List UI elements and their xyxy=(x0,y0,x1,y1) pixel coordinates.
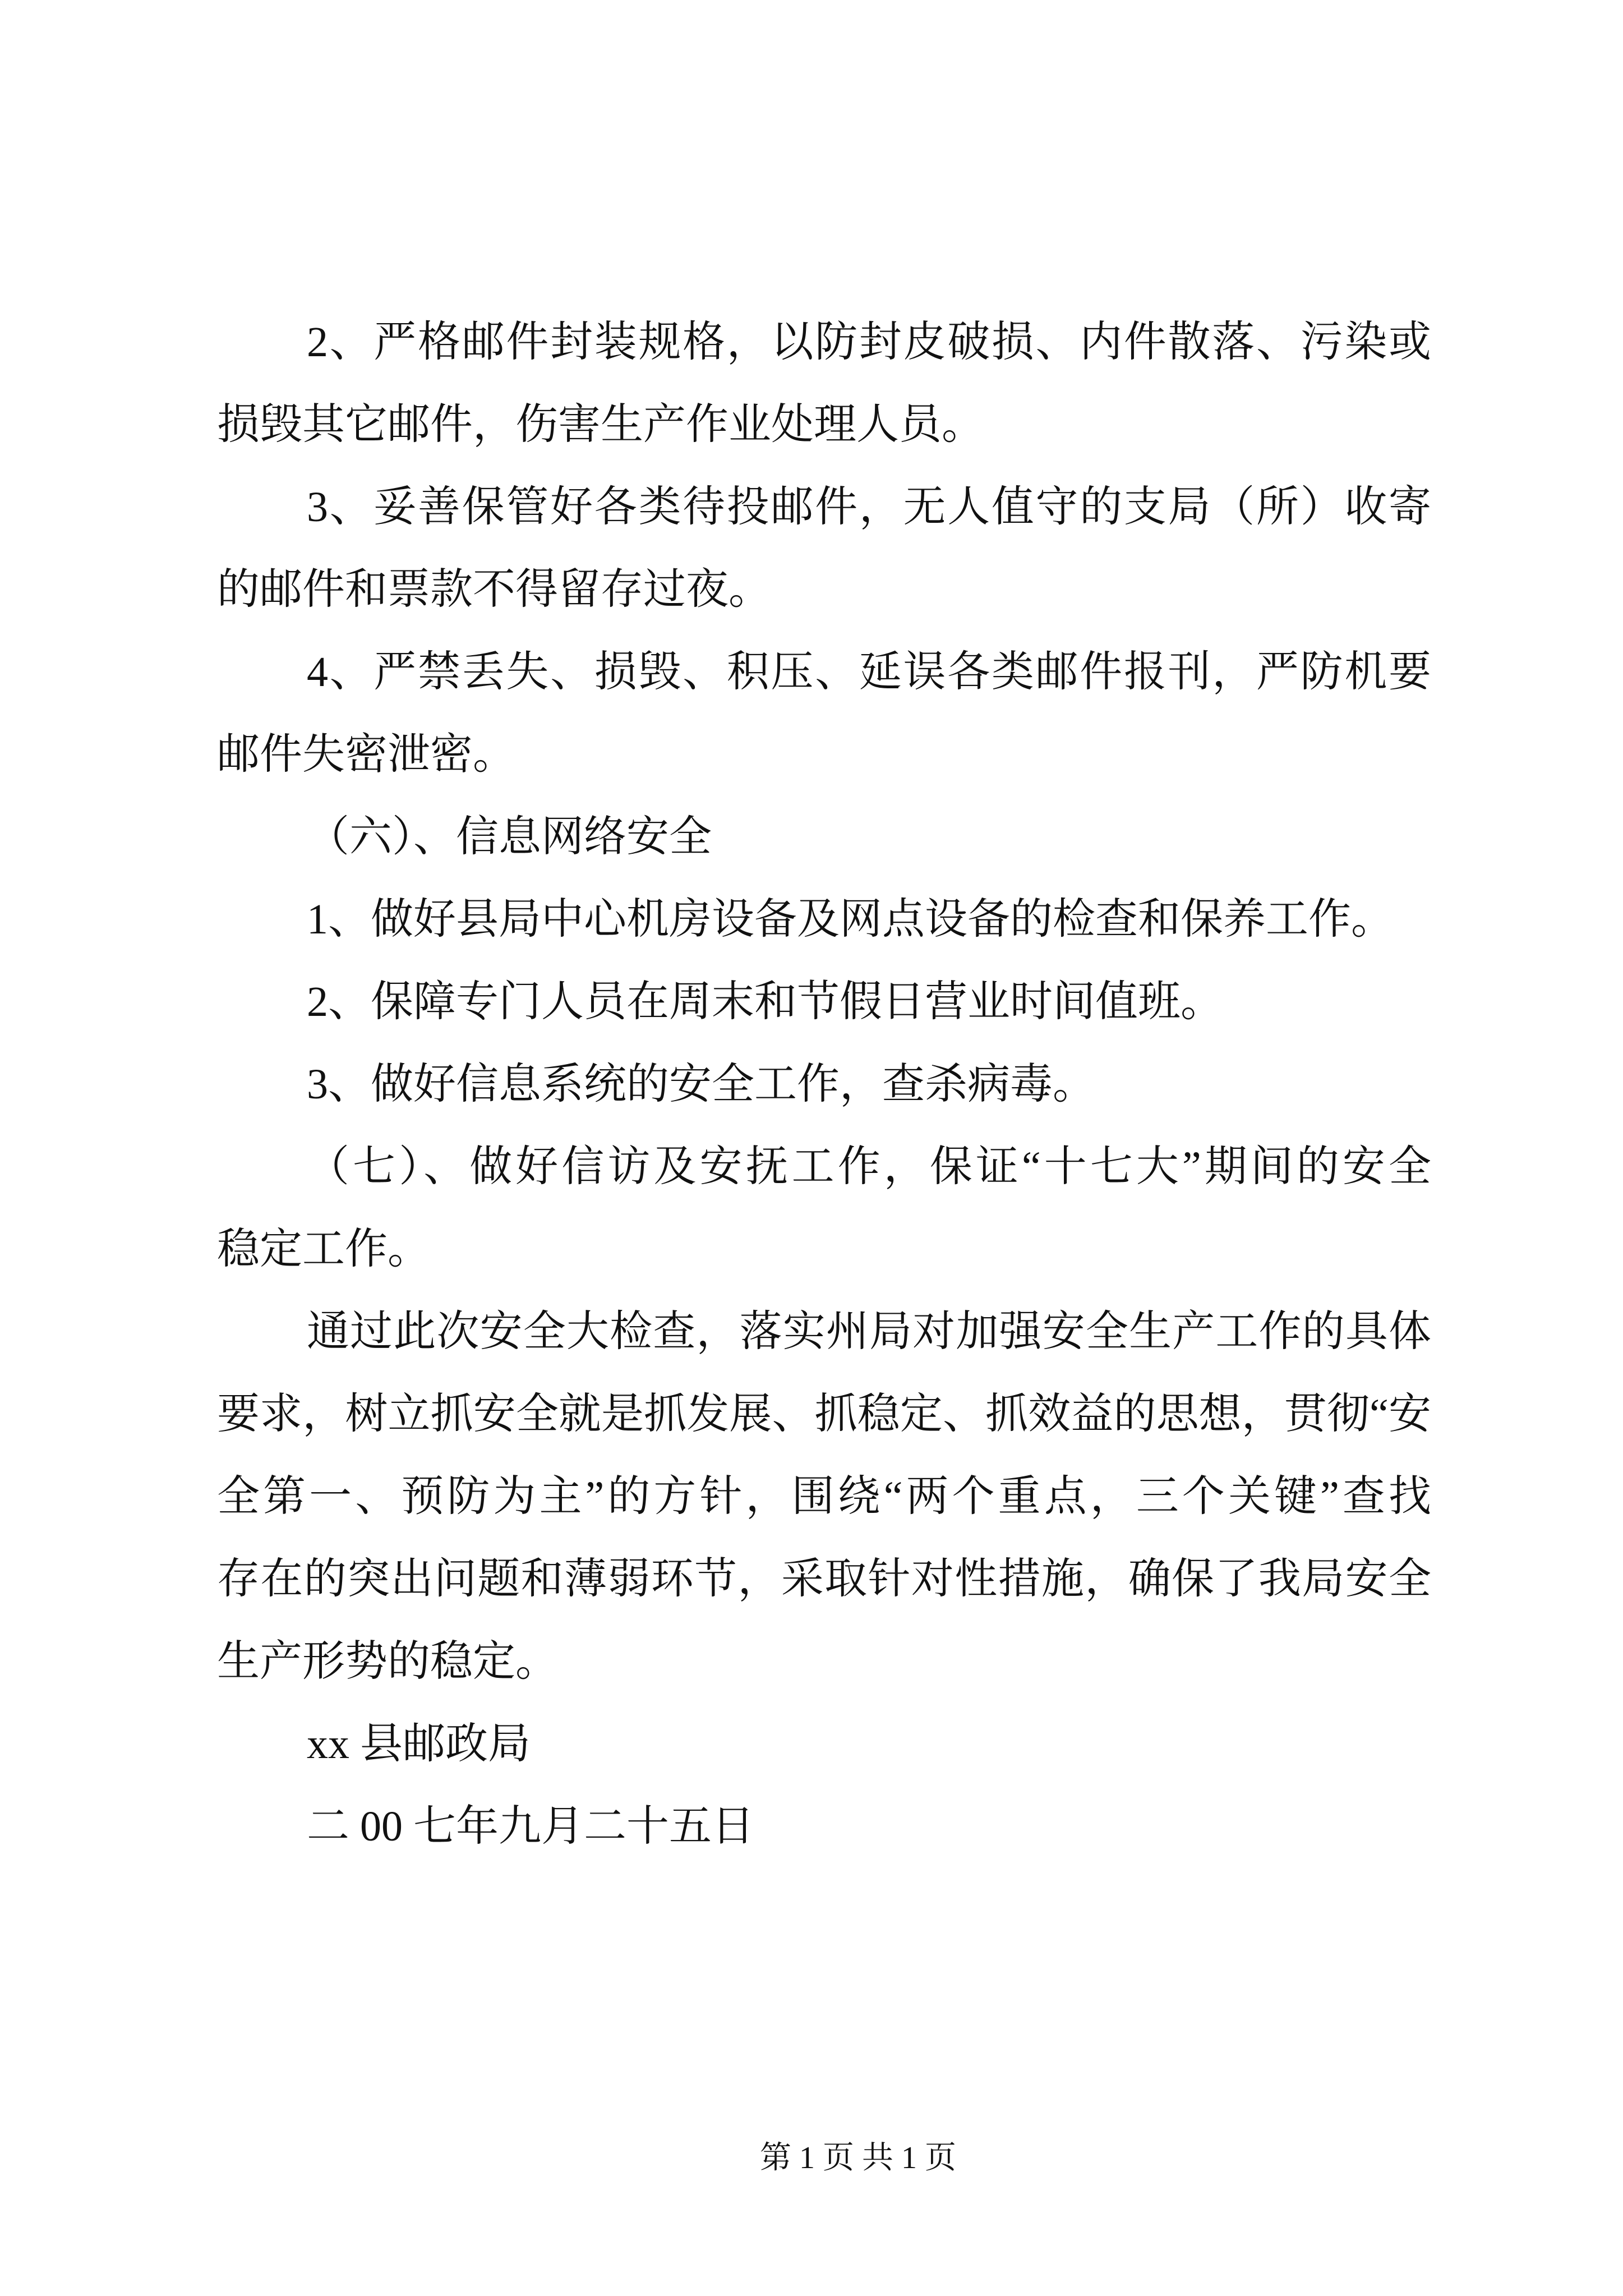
paragraph-line: 通过此次安全大检查，落实州局对加强安全生产工作的具体 xyxy=(307,1308,1431,1355)
paragraph-line: 的邮件和票款不得留存过夜。 xyxy=(217,566,771,613)
network-security-item-3 xyxy=(217,1043,1431,1126)
paragraph-line: （七）、做好信访及安抚工作，保证“十七大”期间的安全 xyxy=(307,1143,1431,1190)
paragraph-line: 2、保障专门人员在周末和节假日营业时间值班。 xyxy=(307,978,1223,1025)
paragraph-line: 稳定工作。 xyxy=(217,1226,430,1273)
section-heading-network-security xyxy=(217,796,1431,878)
paragraph-line: 1、做好县局中心机房设备及网点设备的检查和保养工作。 xyxy=(307,896,1394,943)
paragraph-line: 要求，树立抓安全就是抓发展、抓稳定、抓效益的思想，贯彻“安 xyxy=(217,1391,1431,1438)
paragraph-line: 邮件失密泄密。 xyxy=(217,731,515,778)
paragraph-line: 4、严禁丢失、损毁、积压、延误各类邮件报刊，严防机要 xyxy=(307,648,1431,696)
paragraph-line: 生产形势的稳定。 xyxy=(217,1638,558,1685)
document-body xyxy=(217,301,1431,1868)
mail-safety-item-3 xyxy=(217,466,1431,631)
mail-safety-item-4 xyxy=(217,631,1431,796)
paragraph-line: 3、妥善保管好各类待投邮件，无人值守的支局（所）收寄 xyxy=(307,484,1431,531)
signature-block xyxy=(217,1703,1431,1868)
signature-organization: xx 县邮政局 xyxy=(307,1720,531,1768)
signature-date: 二 00 七年九月二十五日 xyxy=(307,1803,754,1850)
paragraph-line: 3、做好信息系统的安全工作，查杀病毒。 xyxy=(307,1061,1095,1108)
section-heading-line: （六）、信息网络安全 xyxy=(307,813,712,861)
mail-safety-item-2 xyxy=(217,301,1431,466)
paragraph-line: 存在的突出问题和薄弱环节，采取针对性措施，确保了我局安全 xyxy=(217,1556,1431,1603)
conclusion-paragraph xyxy=(217,1291,1431,1703)
network-security-item-1 xyxy=(217,878,1431,961)
paragraph-line: 损毁其它邮件，伤害生产作业处理人员。 xyxy=(217,401,984,448)
paragraph-line: 全第一、预防为主”的方针，围绕“两个重点，三个关键”查找 xyxy=(217,1473,1431,1520)
page-footer-indicator: 第 1 页 共 1 页 xyxy=(760,2141,956,2175)
section-heading-petition-stability xyxy=(217,1126,1431,1291)
network-security-item-2 xyxy=(217,961,1431,1043)
paragraph-line: 2、严格邮件封装规格，以防封皮破损、内件散落、污染或 xyxy=(307,319,1431,366)
